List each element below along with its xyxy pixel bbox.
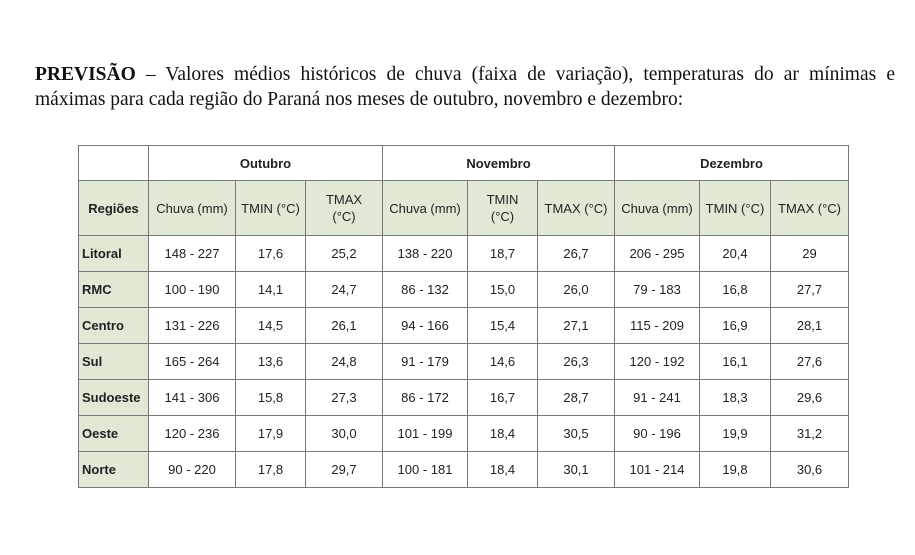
table-cell: 24,7: [306, 272, 383, 308]
table-cell: 131 - 226: [149, 308, 236, 344]
table-cell: 18,3: [700, 380, 771, 416]
table-cell: 26,3: [538, 344, 615, 380]
table-cell: 18,4: [468, 416, 538, 452]
table-cell: 18,7: [468, 236, 538, 272]
region-name: Norte: [79, 452, 149, 488]
table-row: [79, 308, 849, 344]
table-cell: 138 - 220: [383, 236, 468, 272]
table-cell: 94 - 166: [383, 308, 468, 344]
month-header: Outubro: [149, 146, 383, 181]
table-cell: 148 - 227: [149, 236, 236, 272]
table-cell: 79 - 183: [615, 272, 700, 308]
table-row: [79, 452, 849, 488]
table-cell: 165 - 264: [149, 344, 236, 380]
table-cell: 30,5: [538, 416, 615, 452]
table-cell: 24,8: [306, 344, 383, 380]
table-cell: 30,6: [771, 452, 849, 488]
table-cell: 86 - 172: [383, 380, 468, 416]
table-cell: 120 - 192: [615, 344, 700, 380]
table-row: [79, 236, 849, 272]
table-row: [79, 272, 849, 308]
column-header-row: [79, 181, 849, 236]
table-row: [79, 416, 849, 452]
table-cell: 17,6: [236, 236, 306, 272]
column-header: TMIN (°C): [236, 181, 306, 236]
table-cell: 28,7: [538, 380, 615, 416]
column-header: Chuva (mm): [615, 181, 700, 236]
table-cell: 15,0: [468, 272, 538, 308]
table-cell: 19,9: [700, 416, 771, 452]
table-cell: 90 - 196: [615, 416, 700, 452]
table-cell: 16,8: [700, 272, 771, 308]
table-cell: 26,7: [538, 236, 615, 272]
table-cell: 206 - 295: [615, 236, 700, 272]
table-cell: 14,5: [236, 308, 306, 344]
table-cell: 29,6: [771, 380, 849, 416]
table-cell: 86 - 132: [383, 272, 468, 308]
table-cell: 27,6: [771, 344, 849, 380]
table-cell: 100 - 181: [383, 452, 468, 488]
column-header: TMIN (°C): [468, 181, 538, 236]
table-row: [79, 380, 849, 416]
table-cell: 16,7: [468, 380, 538, 416]
table-cell: 101 - 199: [383, 416, 468, 452]
table-cell: 13,6: [236, 344, 306, 380]
table-cell: 17,8: [236, 452, 306, 488]
table-cell: 29,7: [306, 452, 383, 488]
column-header: TMAX (°C): [306, 181, 383, 236]
table-cell: 91 - 179: [383, 344, 468, 380]
region-name: Sul: [79, 344, 149, 380]
table-cell: 26,0: [538, 272, 615, 308]
table-cell: 27,1: [538, 308, 615, 344]
table-cell: 28,1: [771, 308, 849, 344]
table-cell: 19,8: [700, 452, 771, 488]
table-cell: 101 - 214: [615, 452, 700, 488]
table-cell: 15,8: [236, 380, 306, 416]
column-header: TMAX (°C): [771, 181, 849, 236]
table-cell: 16,1: [700, 344, 771, 380]
table-cell: 27,7: [771, 272, 849, 308]
table-cell: 115 - 209: [615, 308, 700, 344]
region-name: Oeste: [79, 416, 149, 452]
forecast-table: [78, 145, 849, 488]
region-name: Sudoeste: [79, 380, 149, 416]
table-cell: 16,9: [700, 308, 771, 344]
month-header-row: [79, 146, 849, 181]
corner-cell: [79, 146, 149, 181]
column-header: Chuva (mm): [149, 181, 236, 236]
table-cell: 20,4: [700, 236, 771, 272]
column-header: TMIN (°C): [700, 181, 771, 236]
table-cell: 15,4: [468, 308, 538, 344]
intro-text: – Valores médios históricos de chuva (faixa de variação), temperaturas do ar mínimas e máximas para cada região do Paraná nos meses de outubro, novembro e dezembro:: [35, 64, 895, 110]
table-cell: 91 - 241: [615, 380, 700, 416]
table-cell: 29: [771, 236, 849, 272]
region-name: Centro: [79, 308, 149, 344]
table-cell: 100 - 190: [149, 272, 236, 308]
table-cell: 26,1: [306, 308, 383, 344]
table-cell: 25,2: [306, 236, 383, 272]
intro-paragraph: [35, 62, 895, 112]
month-header: Dezembro: [615, 146, 849, 181]
table-cell: 90 - 220: [149, 452, 236, 488]
intro-heading: PREVISÃO: [35, 64, 136, 85]
table-row: [79, 344, 849, 380]
table-cell: 120 - 236: [149, 416, 236, 452]
table-cell: 27,3: [306, 380, 383, 416]
table-cell: 30,1: [538, 452, 615, 488]
table-cell: 17,9: [236, 416, 306, 452]
table-cell: 18,4: [468, 452, 538, 488]
month-header: Novembro: [383, 146, 615, 181]
table-cell: 141 - 306: [149, 380, 236, 416]
region-name: RMC: [79, 272, 149, 308]
table-cell: 14,1: [236, 272, 306, 308]
column-header: Chuva (mm): [383, 181, 468, 236]
table-cell: 31,2: [771, 416, 849, 452]
column-header: TMAX (°C): [538, 181, 615, 236]
table-cell: 14,6: [468, 344, 538, 380]
column-header: Regiões: [79, 181, 149, 236]
table-cell: 30,0: [306, 416, 383, 452]
region-name: Litoral: [79, 236, 149, 272]
